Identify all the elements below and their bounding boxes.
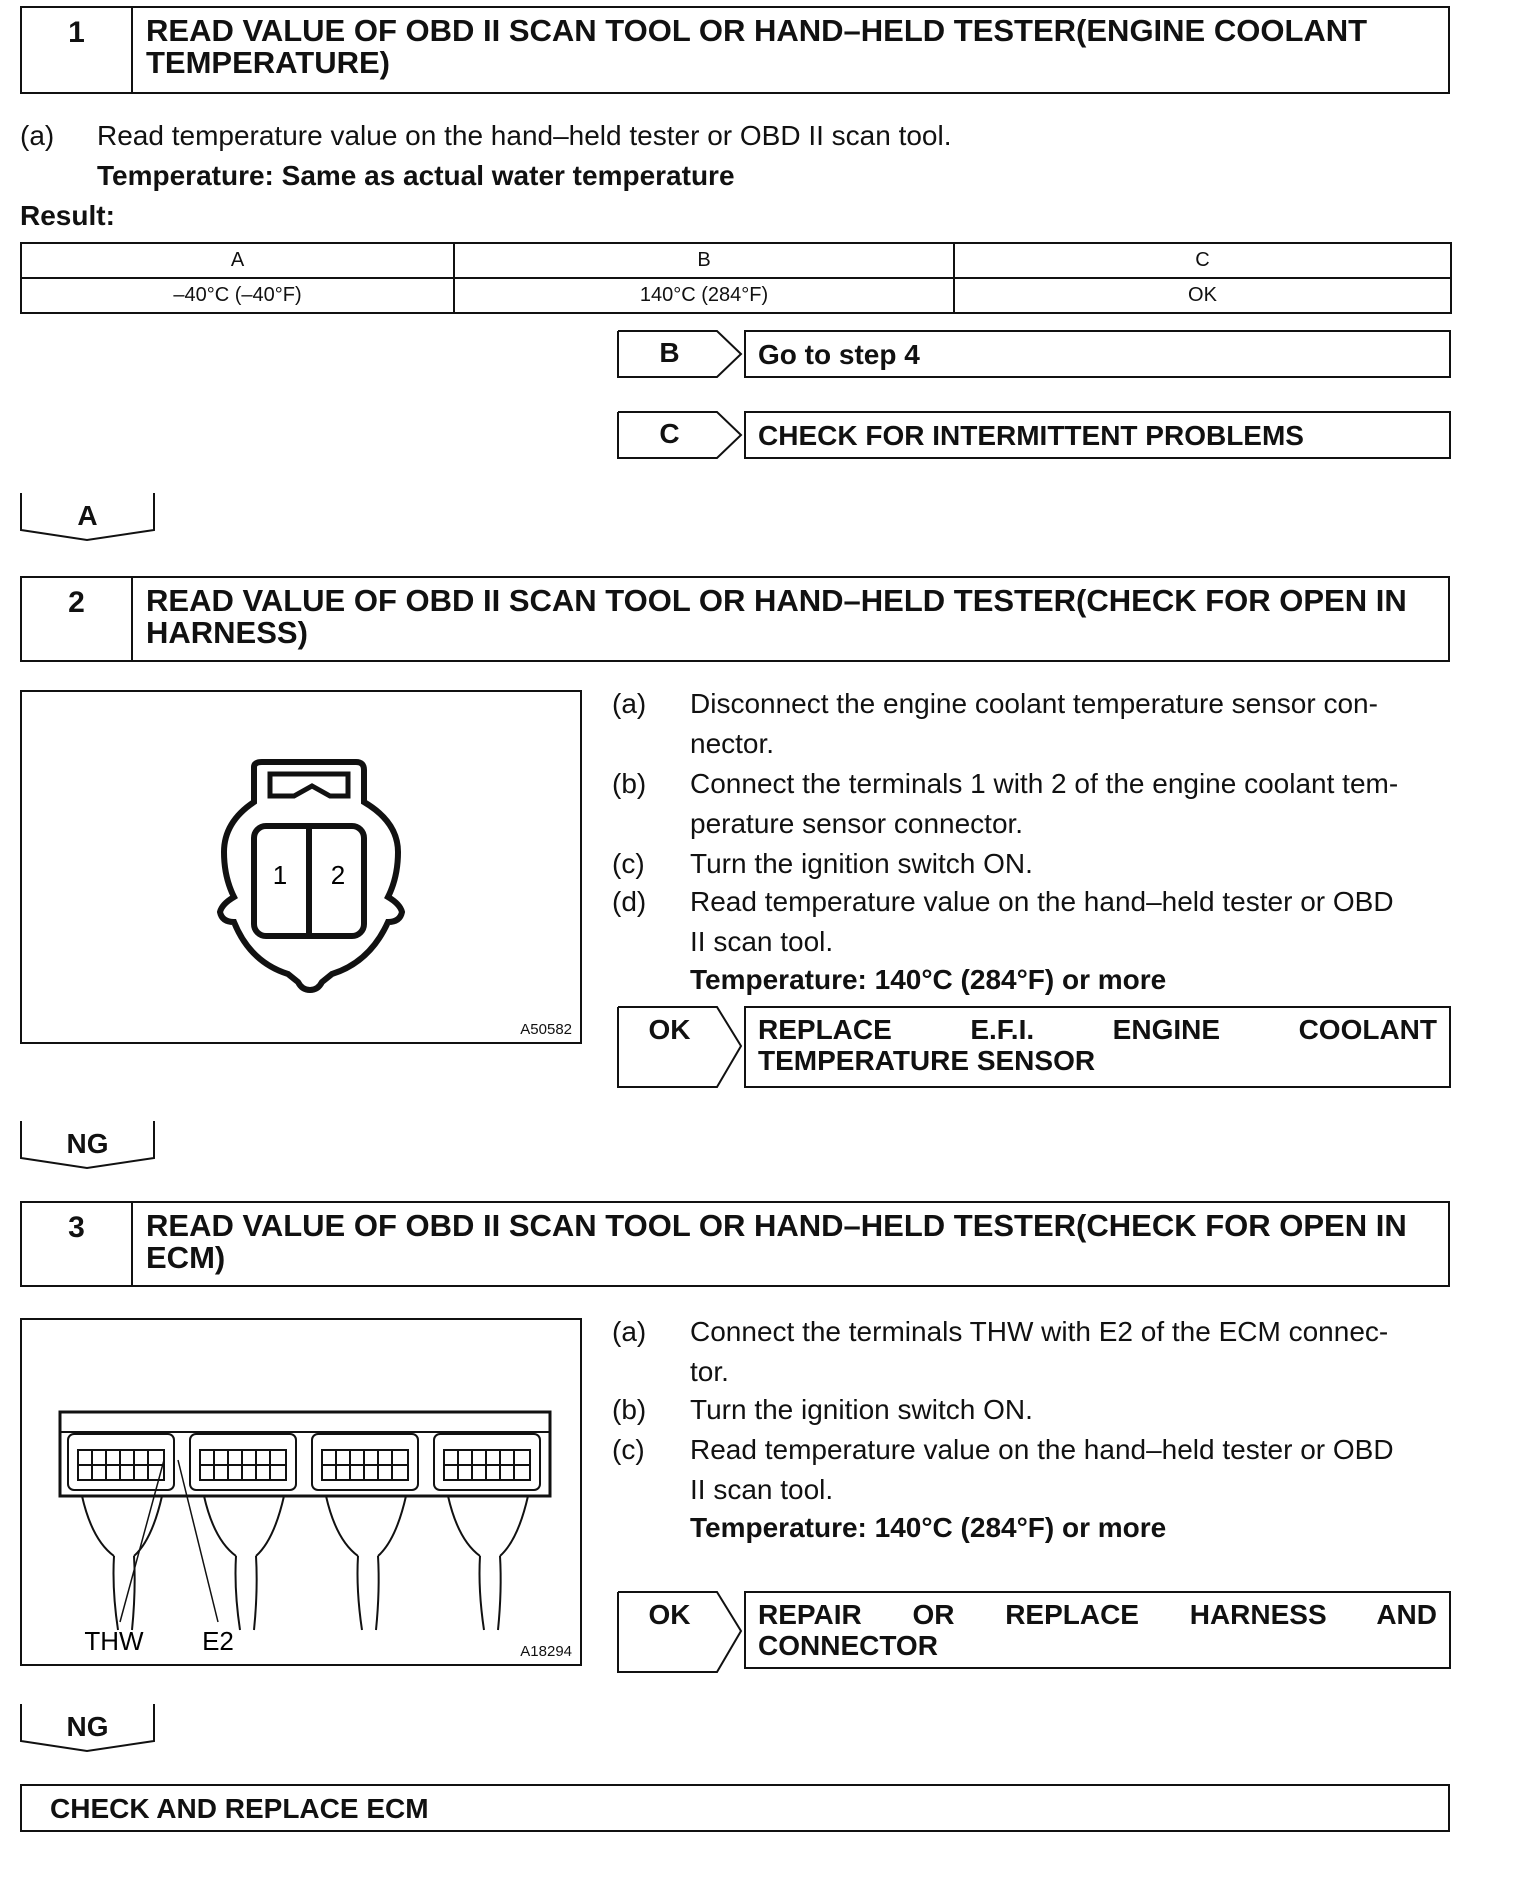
step-3-ok-action: [744, 1591, 1451, 1669]
step-2-flow-tab-ng-label: NG: [66, 1128, 109, 1159]
step-3-spec: Temperature: 140°C (284°F) or more: [690, 1512, 1167, 1543]
table-header-b: B: [454, 243, 954, 278]
outcome-b-tag: [617, 330, 744, 378]
outcome-b-action: Go to step 4: [744, 330, 1451, 378]
outcome-b-label: B: [659, 337, 680, 368]
step-2-item-b-line2: perature sensor connector.: [690, 808, 1024, 839]
table-header-a: A: [21, 243, 454, 278]
table-row: [21, 278, 1451, 313]
step-2-title: READ VALUE OF OBD II SCAN TOOL OR HAND–HELD TESTER(CHECK FOR OPEN IN HARNESS): [146, 583, 1407, 650]
step-2-header: [20, 576, 1450, 662]
step-1-spec: Temperature: Same as actual water temperature: [97, 160, 735, 191]
step-2-item-a-label: (a): [612, 688, 647, 719]
step-2-ok-action: [744, 1006, 1451, 1088]
outcome-c-tag: [617, 411, 744, 459]
step-3-header: [20, 1201, 1450, 1287]
outcome-c-action: CHECK FOR INTERMITTENT PROBLEMS: [744, 411, 1451, 459]
step-2-ok-action-line2: TEMPERATURE SENSOR: [758, 1045, 1096, 1076]
table-cell-c: OK: [954, 278, 1451, 313]
step-3-title: READ VALUE OF OBD II SCAN TOOL OR HAND–HELD TESTER(CHECK FOR OPEN IN ECM): [146, 1208, 1407, 1275]
outcome-c-label: C: [659, 418, 680, 449]
step-3-ok-label: OK: [648, 1599, 691, 1630]
step-2-item-b-line1: Connect the terminals 1 with 2 of the engine coolant tem-: [690, 768, 1399, 799]
step-2-flow-tab-ng: [20, 1120, 155, 1170]
step-3-flow-tab-ng-label: NG: [66, 1711, 109, 1742]
step-2-item-d-line1: Read temperature value on the hand–held tester or OBD: [690, 886, 1394, 917]
step-3-flow-tab-ng: [20, 1703, 155, 1753]
step-3-item-b-label: (b): [612, 1394, 647, 1425]
flow-tab-a: [20, 492, 155, 542]
terminal-1-label: 1: [272, 860, 288, 890]
step-2-item-b-label: (b): [612, 768, 647, 799]
step-2-item-a-line2: nector.: [690, 728, 775, 759]
step-3-ok-action-line1: REPAIR OR REPLACE HARNESS AND: [758, 1599, 1437, 1630]
step-3-item-b-line1: Turn the ignition switch ON.: [690, 1394, 1033, 1425]
result-table: [20, 242, 1452, 314]
step-3-item-a-line1: Connect the terminals THW with E2 of the ECM connec-: [690, 1316, 1389, 1347]
step-3-item-a-line2: tor.: [690, 1356, 729, 1387]
sensor-connector-illustration: [22, 692, 580, 1042]
step-2-item-a-line1: Disconnect the engine coolant temperature sensor con-: [690, 688, 1378, 719]
final-action-text: CHECK AND REPLACE ECM: [50, 1793, 429, 1824]
result-label: Result:: [20, 200, 115, 231]
step-2-spec: Temperature: 140°C (284°F) or more: [690, 964, 1167, 995]
final-action-box: [20, 1784, 1450, 1832]
terminal-2-label: 2: [330, 860, 346, 890]
step-2-ok-label: OK: [648, 1014, 691, 1045]
step-2-item-d-line2: II scan tool.: [690, 926, 834, 957]
step-2-item-d-label: (d): [612, 886, 647, 917]
e2-label: E2: [202, 1626, 234, 1656]
ecm-connector-illustration: [22, 1320, 580, 1664]
step-3-number: 3: [22, 1203, 133, 1285]
step-1-number: 1: [22, 8, 133, 92]
table-header-c: C: [954, 243, 1451, 278]
step-1-item-a-label: (a): [20, 120, 55, 151]
step-2-ok-tag: [617, 1006, 744, 1088]
table-cell-a: –40°C (–40°F): [21, 278, 454, 313]
step-3-item-c-line2: II scan tool.: [690, 1474, 834, 1505]
figure-code: A18294: [520, 1643, 572, 1660]
step-2-number: 2: [22, 578, 133, 660]
ecm-connector-figure: [20, 1318, 582, 1666]
step-1-item-a-text: Read temperature value on the hand–held tester or OBD II scan tool.: [97, 120, 952, 151]
step-3-item-c-line1: Read temperature value on the hand–held tester or OBD: [690, 1434, 1394, 1465]
step-3-ok-tag: [617, 1591, 744, 1673]
step-2-item-c-label: (c): [612, 848, 645, 879]
step-1-title: READ VALUE OF OBD II SCAN TOOL OR HAND–HELD TESTER(ENGINE COOLANT TEMPERATURE): [146, 13, 1368, 80]
flow-tab-a-label: A: [77, 500, 98, 531]
step-2-ok-action-line1: REPLACE E.F.I. ENGINE COOLANT: [758, 1014, 1437, 1045]
table-header-row: [21, 243, 1451, 278]
step-2-item-c-line1: Turn the ignition switch ON.: [690, 848, 1033, 879]
step-3-item-a-label: (a): [612, 1316, 647, 1347]
step-3-item-c-label: (c): [612, 1434, 645, 1465]
sensor-connector-figure: [20, 690, 582, 1044]
table-cell-b: 140°C (284°F): [454, 278, 954, 313]
step-3-ok-action-line2: CONNECTOR: [758, 1630, 938, 1661]
step-1-header: [20, 6, 1450, 94]
figure-code: A50582: [520, 1021, 572, 1038]
thw-label: THW: [84, 1626, 144, 1656]
